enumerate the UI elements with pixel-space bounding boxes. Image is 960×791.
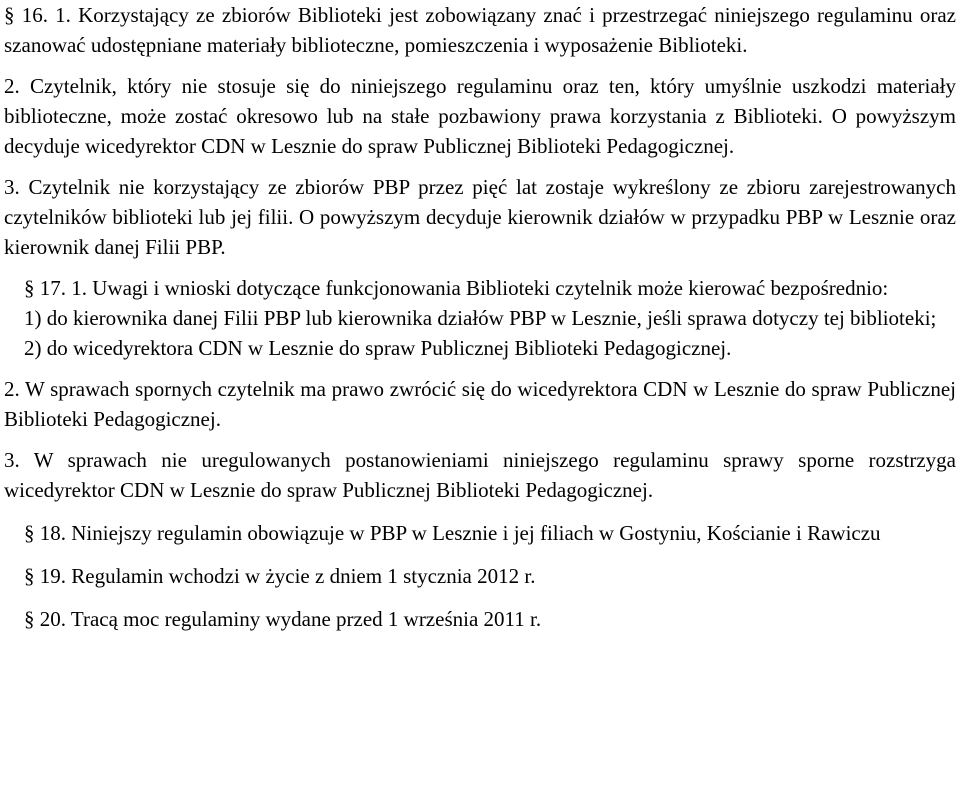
paragraph-17-1: § 17. 1. Uwagi i wnioski dotyczące funkcjonowania Biblioteki czytelnik może kierować bezpośrednio: (24, 276, 889, 300)
paragraph-19: § 19. Regulamin wchodzi w życie z dniem 1 stycznia 2012 r. (24, 564, 536, 588)
paragraph-16-2: 2. Czytelnik, który nie stosuje się do niniejszego regulaminu oraz ten, który umyślnie uszkodzi materiały biblioteczne, może zostać okresowo lub na stałe pozbawiony prawa korzystania z Biblioteki. O powyższym decyduje wicedyrektor CDN w Lesznie do spraw Publicznej Biblioteki Pedagogicznej. (4, 74, 956, 158)
paragraph-17-3: 3. W sprawach nie uregulowanych postanowieniami niniejszego regulaminu sprawy sporne rozstrzyga wicedyrektor CDN w Lesznie do spraw Publicznej Biblioteki Pedagogicznej. (4, 448, 956, 502)
paragraph-16-3: 3. Czytelnik nie korzystający ze zbiorów PBP przez pięć lat zostaje wykreślony ze zbioru zarejestrowanych czytelników biblioteki lub jej filii. O powyższym decyduje kierownik działów w przypadku PBP w Lesznie oraz kierownik danej Filii PBP. (4, 175, 956, 259)
paragraph-16-1: § 16. 1. Korzystający ze zbiorów Biblioteki jest zobowiązany znać i przestrzegać niniejszego regulaminu oraz szanować udostępniane materiały biblioteczne, pomieszczenia i wyposażenie Biblioteki. (4, 3, 956, 57)
document-page (4, 0, 956, 634)
list-item-17-1-1: 1) do kierownika danej Filii PBP lub kierownika działów PBP w Lesznie, jeśli sprawa dotyczy tej biblioteki; (24, 306, 937, 330)
paragraph-17-2: 2. W sprawach spornych czytelnik ma prawo zwrócić się do wicedyrektora CDN w Lesznie do spraw Publicznej Biblioteki Pedagogicznej. (4, 377, 956, 431)
paragraph-18: § 18. Niniejszy regulamin obowiązuje w PBP w Lesznie i jej filiach w Gostyniu, Kościanie i Rawiczu (24, 521, 881, 545)
paragraph-20: § 20. Tracą moc regulaminy wydane przed 1 września 2011 r. (24, 607, 542, 631)
list-item-17-1-2: 2) do wicedyrektora CDN w Lesznie do spraw Publicznej Biblioteki Pedagogicznej. (24, 336, 732, 360)
